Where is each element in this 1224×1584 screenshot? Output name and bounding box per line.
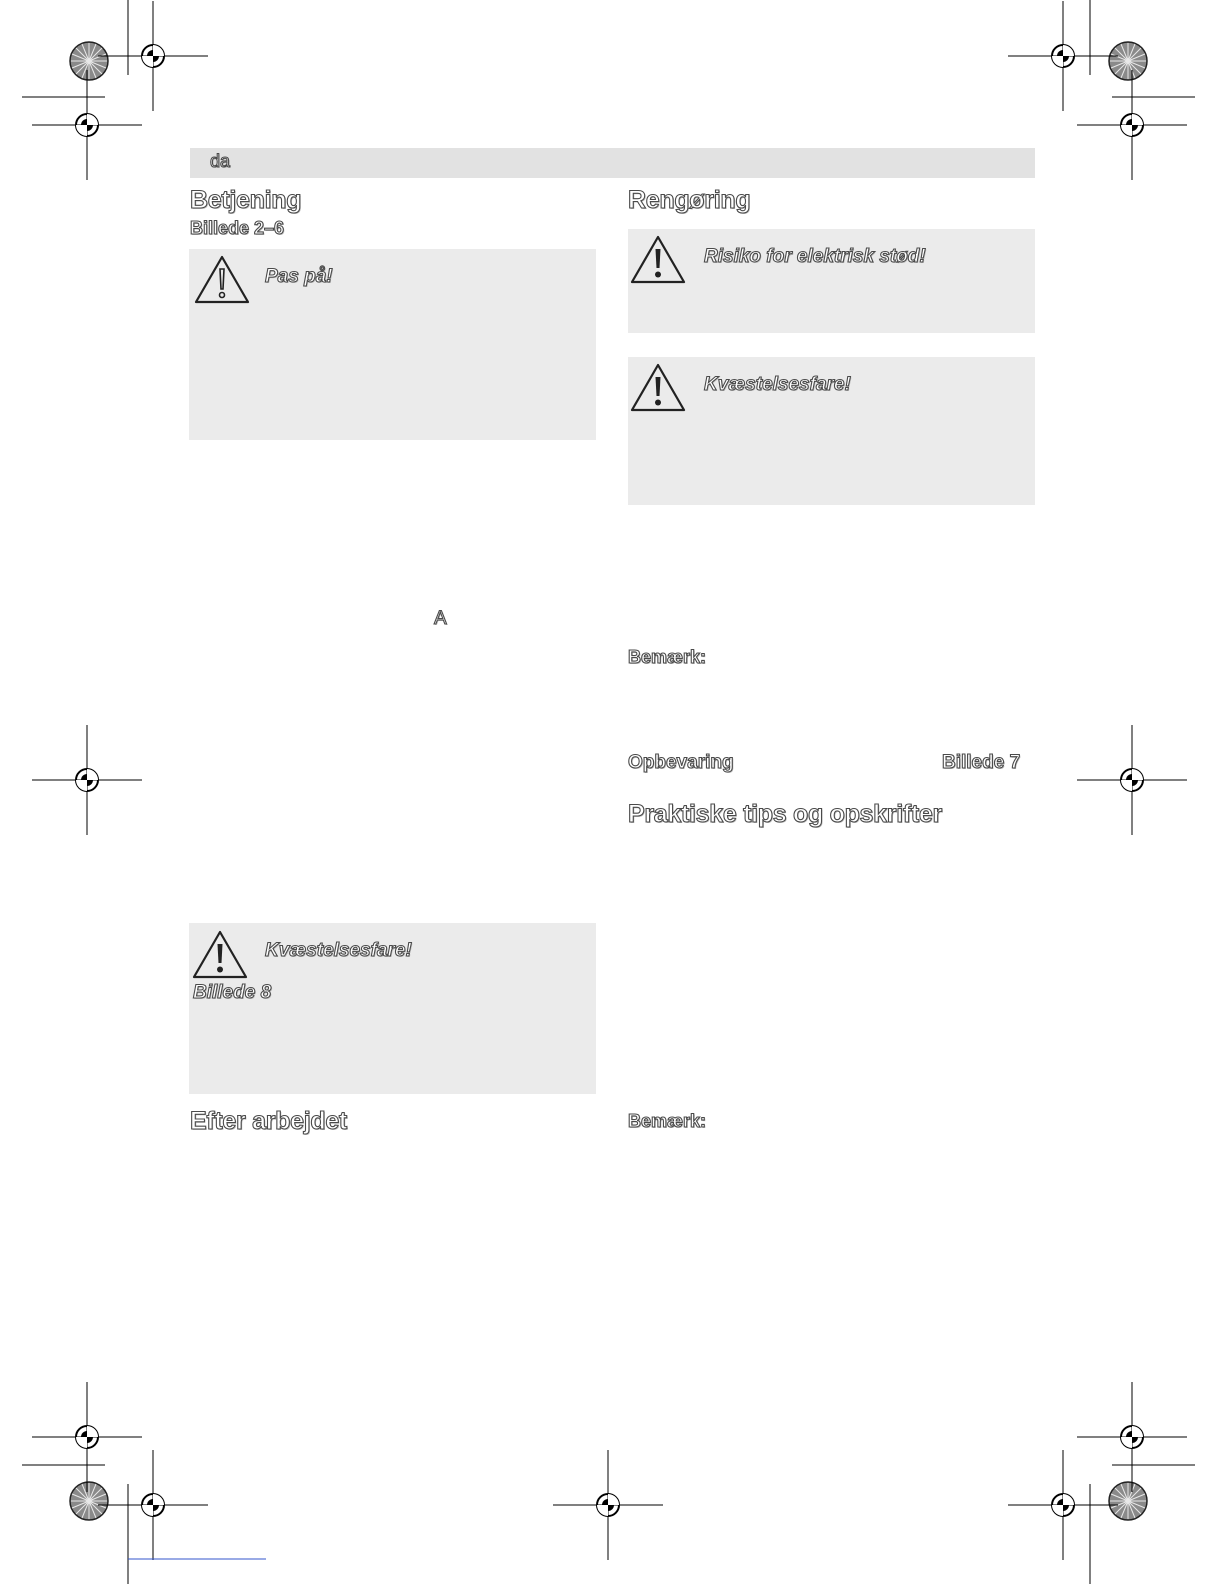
heading-cleaning: Rengøring <box>628 186 751 214</box>
heading-after-work: Efter arbejdet <box>190 1107 347 1135</box>
note-label: Bemærk: <box>628 647 707 667</box>
warning-triangle-icon <box>191 928 249 980</box>
caution-title: Pas på! <box>265 266 333 287</box>
caution-box <box>189 249 596 440</box>
note-label-2: Bemærk: <box>628 1111 707 1131</box>
warning-triangle-icon <box>629 233 687 285</box>
injury-title-right: Kvæstelsesfare! <box>704 374 851 395</box>
injury-figure: Billede 8 <box>193 982 272 1003</box>
language-tab: da <box>210 151 231 171</box>
heading-tips: Praktiske tips og opskrifter <box>628 800 942 828</box>
shock-title: Risiko for elektrisk stød! <box>704 246 926 267</box>
injury-box-right <box>628 357 1035 505</box>
injury-title-left: Kvæstelsesfare! <box>265 940 412 961</box>
shock-box <box>628 229 1035 333</box>
warning-triangle-icon <box>193 253 251 305</box>
storage-label: Opbevaring <box>628 752 734 773</box>
heading-operation: Betjening <box>190 186 302 214</box>
operation-figures: Billede 2–6 <box>190 218 285 238</box>
warning-triangle-icon <box>629 361 687 413</box>
part-label-a: A <box>434 608 447 629</box>
language-bar <box>190 148 1035 178</box>
storage-figure: Billede 7 <box>942 752 1021 773</box>
injury-box-left <box>189 923 596 1094</box>
